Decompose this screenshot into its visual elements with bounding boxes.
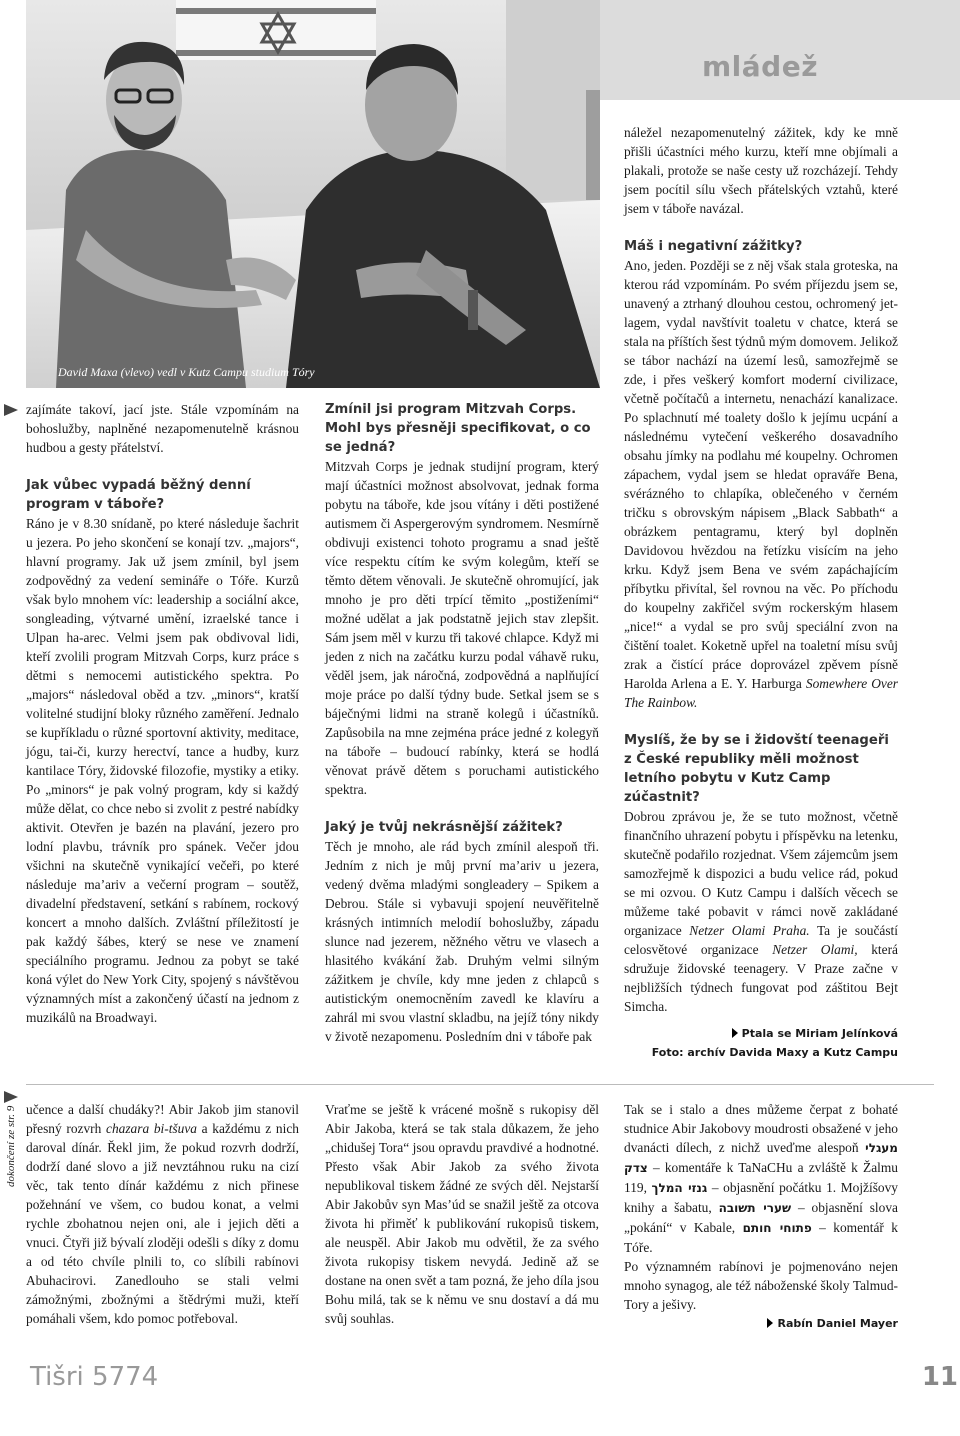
paragraph-text: která sdružuje židovské teenagery. V Praze začne v nejbližších týdnech fungovat pod záštitou Bejt Simcha. — [624, 942, 898, 1014]
paragraph: Mitzvah Corps je jednak studijní program, který mají účastníci možnost absolvovat, jednak forma pobytu na táboře, kde jsou vítány i děti postižené autismem či Aspergerovým syndromem. Nesmírně obdivuji existenci tohoto programu a snad ještě více respektu cítím ke svým kolegům, kteří se těmto dětem věnovali. Je skutečně ohromující, jak mnoho je pro děti trpící těmito „postiženími“ možné udělat a jak podstatně jejich stav zlepšit. Sám jsem měl v kurzu tři takové chlapce. Když mi jeden z nich na začátku kurzu podal váhavě ruku, věděl jsem, jak náročná, zodpovědná a naplňující moje práce po další týdny bude. Setkal jsem se s báječnými lidmi na straně kolegů i účastníků. Zapůsobila na mne zejména práce jedné z kolegyň na táboře – budoucí rabínky, která se hodlá věnovat právě dětem s poruchami autistického spektra. — [325, 459, 599, 797]
paragraph-text: Dobrou zprávou je, že se tuto možnost, včetně finančního uhrazení pobytu i příspěvku na letenku, skutečně podařilo rozjednat. Všem zájemcům jsem samozřejmě k dispozici a budu velice rád, pokud se mi ozvou. O Kutz Campu i dalších věcech se můžeme také pobavit v rámci nově zakládané organizace — [624, 809, 898, 938]
hebrew-title: גנזי המלך — [651, 1181, 708, 1195]
paragraph: Těch je mnoho, ale rád bych zmínil alespoň tři. Jedním z nich je můj první ma’ariv u jezera, vedený dvěma mladými songleadery – Spikem a Debrou. Stále si vybavuji spojení neuvěřitelně krásných intimních melodií bohoslužby, západu slunce nad jezerem, něžného větru ve vlasech a hlasitého kvákání žab. Druhým velmi silným zážitkem je chvíle, kdy mne jeden z chlapců s autistickým onemocněním zavedl ke klavíru a zahrál mi svou vlastní skladbu, na jejíž tóny nikdy v životě nezapomenu. Posledním dni v táboře pak — [325, 839, 599, 1044]
paragraph-text: Ta je součástí celosvětové organizace — [624, 923, 898, 957]
interview-question: Zmínil jsi program Mitzvah Corps. Mohl bys přesněji specifikovat, o co se jedná? — [325, 402, 591, 455]
section-divider — [26, 1084, 934, 1085]
paragraph-text: Tak se i stalo a dnes můžeme čerpat z bohaté studnice Abir Jakobovy moudrosti obsažené v jeho dvanácti dílech, z nichž uveďme alespoň — [624, 1102, 898, 1155]
bottom-column-middle — [325, 1100, 599, 1328]
hebrew-title: שערי תשובה — [718, 1201, 792, 1215]
hebrew-title: מעגלי צדק — [624, 1141, 898, 1175]
paragraph — [26, 1100, 299, 1328]
paragraph: náležel nezapomenutelný zážitek, kdy ke mně přišli účastníci mého kurzu, kteří mne objímali a plakali, protože se naše cesty už rozcházejí. Tehdy jsem pocítil sílu všech přátelských vztahů, které jsem v táboře navázal. — [624, 125, 898, 216]
interview-question: Jak vůbec vypadá běžný denní program v táboře? — [26, 478, 251, 512]
paragraph — [624, 807, 898, 1016]
bottom-column-left — [26, 1100, 299, 1328]
interview-question: Myslíš, že by se i židovští teenageři z České republiky měli možnost letního pobytu v Kutz Camp zúčastnit? — [624, 733, 889, 805]
paragraph-text: – komentáře k TaNaCHu a zvláště k Žalmu 119, — [624, 1160, 898, 1195]
paragraph — [624, 1100, 898, 1257]
term: chazara bi-tšuva — [106, 1121, 197, 1136]
bottom-column-right — [624, 1100, 898, 1333]
organization-name: Netzer Olami, — [772, 942, 858, 957]
section-header — [600, 0, 960, 100]
paragraph: Vraťme se ještě k vrácené mošně s rukopisy děl Abir Jakoba, která se tak stala důkazem, že jeho „chidušej Tora“ jsou opravdu pravdivé a hodnotné. Přesto však Abir Jakob za svého života nepublikoval tiskem žádné ze svých děl. Nejstarší Abir Jakobův syn Mas’úd se snažil ještě za otcova života hi přiměť k publikování rukopisů tiskem, ale neuspěl. Abir Jakob mu odvětil, že za svého života rukopisy tiskem nevydá. Jedině až se dostane na onen svět a tam pozná, že jeho díla jsou Bohu milá, tak se k němu ve snu dostaví a dá mu svůj souhlas. — [325, 1102, 599, 1326]
author-credit — [624, 1314, 898, 1333]
interview-question: Máš i negativní zážitky? — [624, 239, 803, 254]
bullet-icon — [732, 1028, 738, 1038]
continued-note-text: dokončení ze str. 9 — [5, 1105, 17, 1187]
paragraph-text: – objasnění počátku 1. Mojžíšovy knihy a šabatu, — [624, 1180, 898, 1215]
author-credit-text: Ptala se Miriam Jelínková — [741, 1027, 898, 1040]
bullet-icon — [767, 1318, 773, 1328]
paragraph-text: Ano, jeden. Později se z něj však stala groteska, na kterou rád vzpomínám. Po svém příjezdu jsem se, unavený a ztrhaný dlouhou cestou, ochromený jet-lagem, vydal navštívit toaletu v chatce, která se stala na příštích šest týdnů mým domovem. Jelikož se tábor nachází na území lesů, samozřejmě se zde, i přes veškerý komfort moderní civilizace, včetně počítačů a internetu, nenachází kanalizace. Po splachnutí mé toalety došlo k jejímu ucpání a následnému vytečení veškerého dosavadního obsahu jímky na podlahu mé koupelny. Ochromen zápachem, vydal jsem se hledat opraváře Bena, svérázného to chlapíka, oblečeného v černém tričku s obrovským nápisem „Black Sabbath“ a obrázkem pentagramu, který byl doplněn Davidovou hvězdou na řetízku visícím na jeho krku. Když jsem Bena ve svém zapáchajícím příbytku přivítal, šel rovnou na věc. Po příchodu do koupelny zakřičel svým rockerským hlasem „nice!“ a vydal se pro svůj speciální zvon na čištění toalet. Koketně upřel na toaletní mísu svůj zrak a čistící práce doprovázel zpěvem písně Harolda Arlena a E. Y. Harburga — [624, 258, 898, 691]
hebrew-title: פתוחי חותם — [742, 1221, 812, 1235]
paragraph — [624, 256, 898, 712]
photo-illustration — [26, 0, 600, 388]
author-credit-text: Rabín Daniel Mayer — [777, 1317, 898, 1330]
continuation-arrow-icon — [4, 404, 18, 416]
issue-label: Tišri 5774 — [30, 1362, 159, 1392]
continued-note — [2, 1100, 20, 1190]
photo-caption: David Maxa (vlevo) vedl v Kutz Campu studium Tóry — [58, 365, 315, 379]
paragraph: Po významném rabínovi je pojmenováno nejen mnoho synagog, ale též náboženské školy Talmud-Tory a ješivy. — [624, 1259, 898, 1312]
song-title: Somewhere Over The Rainbow. — [624, 676, 898, 710]
paragraph-text: učence a další chudáky?! Abir Jakob jim stanovil přesný rozvrh — [26, 1102, 299, 1136]
paragraph-text: – objasnění slova „pokání“ v Kabale, — [624, 1200, 898, 1235]
paragraph-text: – komentář k Tóře. — [624, 1220, 898, 1255]
article-column-right — [624, 123, 898, 1062]
section-title: mládež — [702, 50, 818, 83]
article-column-middle — [325, 400, 599, 1046]
paragraph: zajímáte takoví, jací jste. Stále vzpomínám na bohoslužby, naplněné nezapomenutelně krásnou hudbou a gesty přátelství. — [26, 402, 299, 455]
paragraph: Ráno je v 8.30 snídaně, po které následuje šachrit u jezera. Po jeho skončení se konají tzv. „majors“, hlavní programy. Jak už jsem zmínil, byl jsem zodpovědný za vedení semináře o Tóře. Kurzů však bylo mnohem víc: leadership a sociální akce, songleading, výtvarné umění, izraelské tance i Ulpan ha-arec. Velmi jsem pak obdivoval lidi, kteří zvolili program Mitzvah Corps, kurz práce s dětmi s nemocemi autistického spektra. Po „majors“ následoval oběd a tzv. „minors“, kratší volitelné studijní bloky různého zaměření. Jednalo se kupříkladu o různé sportovní aktivity, meditace, jógu, tai-či, kurzy herectví, tance a hudby, kurz kantilace Tóry, židovské filozofie, mystiky a etiky. Po „minors“ je pak volný program, kdy si každý může dělat, co chce nebo si zvolit z pestré nabídky aktivit. Otevřen je bazén na plavání, jezero pro lodní plavbu, trávník pro spánek. Večer jdou všichni na skutečně vynikající večeři, po které následuje ma’ariv a večerní program – soutěž, divadelní představení, setkání s rabínem, rockový koncert a mnoho dalších. Zvláštní příležitostí je pak každý šábes, který se nese ve znamení speciálního programu. Jednou za pobyt se také koná výlet do New York City, spojený s návštěvou významných míst a zakončený účastí na jednom z muzikálů na Broadwayi. — [26, 516, 299, 1025]
photo-credit: Foto: archív Davida Maxy a Kutz Campu — [651, 1046, 898, 1059]
paragraph-text: a každému z nich daroval dínár. Řekl jim, že pokud rozvrh dodrží, dodrží dané slovo a již nevztáhnou ruku na cizí věc, tak tento dínár každému z nich přinese požehnání ve všem, co budou konat, a velmi rychle zbohatnou nejen oni, ale i jejich děti a vnuci. Čtyři již bývalí zloději odešli s díky z domu a od této chvíle plnili to, co slíbili rabínovi Abuhacirovi. Zanedlouho se stali velmi zámožnými, zbožnými a štědrými muži, kteří pomáhali všem, kdo pomoc potřeboval. — [26, 1121, 299, 1326]
interview-question: Jaký je tvůj nekrásnější zážitek? — [325, 820, 563, 835]
article-photo — [26, 0, 600, 388]
page-number: 11 — [921, 1362, 958, 1392]
author-credit — [624, 1024, 898, 1043]
organization-name: Netzer Olami Praha. — [689, 923, 810, 938]
article-column-left — [26, 400, 299, 1027]
